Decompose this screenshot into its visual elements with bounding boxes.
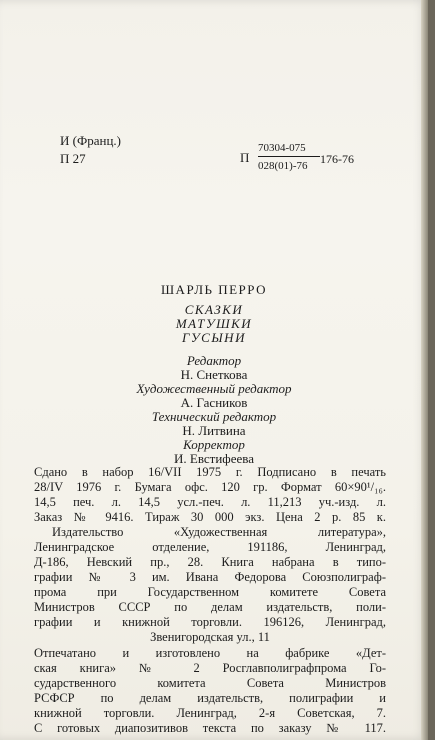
imprint-line: С готовых диапозитивов текста по заказу № 117.: [34, 721, 386, 735]
imprint-line: Издательство «Художественная литература»,: [52, 525, 386, 539]
fraction-suffix: 176-76: [320, 152, 354, 166]
credit-name-editor: Н. Снеткова: [180, 367, 248, 382]
imprint-line: Сдано в набор 16/VII 1975 г. Подписано в печать: [34, 465, 386, 479]
imprint-line: Отпечатано и изготовлено на фабрике «Дет-: [34, 646, 386, 660]
credit-role-tech-editor: Технический редактор: [151, 409, 277, 424]
title-line-3: ГУСЫНИ: [182, 330, 246, 345]
classification-index-1: И (Франц.): [60, 133, 122, 148]
imprint-line: ская книга» № 2 Росглавполиграфпрома Го-: [34, 661, 386, 675]
imprint-line: Министров СССР по делам издательств, поли-: [34, 600, 386, 614]
imprint-line: Звенигородская ул., 11: [150, 630, 270, 644]
imprint-line: Ленинградское отделение, 191186, Ленинград,: [34, 540, 386, 554]
fraction-denominator: 028(01)-76: [258, 160, 308, 172]
imprint-line: 14,5 печ. л. 14,5 усл.-печ. л. 11,213 уч.-изд. л.: [34, 495, 386, 509]
fraction-numerator: 70304-075: [258, 142, 306, 154]
imprint-line: Д-186, Невский пр., 28. Книга набрана в типо-: [34, 555, 386, 569]
credit-name-art-editor: А. Гасников: [180, 395, 248, 410]
imprint-line: прома при Государственном комитете Совета: [34, 585, 386, 599]
imprint-line: РСФСР по делам издательств, полиграфии и: [34, 691, 386, 705]
fraction-bar: [258, 156, 320, 157]
author-name: ШАРЛЬ ПЕРРО: [160, 282, 268, 297]
imprint-line: графии № 3 им. Ивана Федорова Союзполиграф-: [34, 570, 386, 584]
imprint-line: сударственного комитета Совета Министров: [34, 676, 386, 690]
credit-role-proofreader: Корректор: [183, 437, 245, 452]
title-line-1: СКАЗКИ: [184, 302, 244, 317]
imprint-line: Заказ № 9416. Тираж 30 000 экз. Цена 2 р. 85 к.: [34, 510, 386, 524]
credit-role-editor: Редактор: [186, 353, 242, 368]
imprint-line: книжной торговли. Ленинград, 2-я Советская, 7.: [34, 706, 386, 720]
imprint-line: графии и книжной торговли. 196126, Ленинград,: [34, 615, 386, 629]
credit-name-proofreader: И. Евстифеева: [174, 451, 254, 466]
title-line-2: МАТУШКИ: [175, 316, 253, 331]
credit-name-tech-editor: Н. Литвина: [182, 423, 246, 438]
fraction-prefix: П: [240, 150, 250, 165]
credit-role-art-editor: Художественный редактор: [136, 381, 292, 396]
classification-index-2: П 27: [60, 151, 86, 166]
imprint-line: 28/IV 1976 г. Бумага офс. 120 гр. Формат 60×90¹/₁₆.: [34, 480, 386, 494]
